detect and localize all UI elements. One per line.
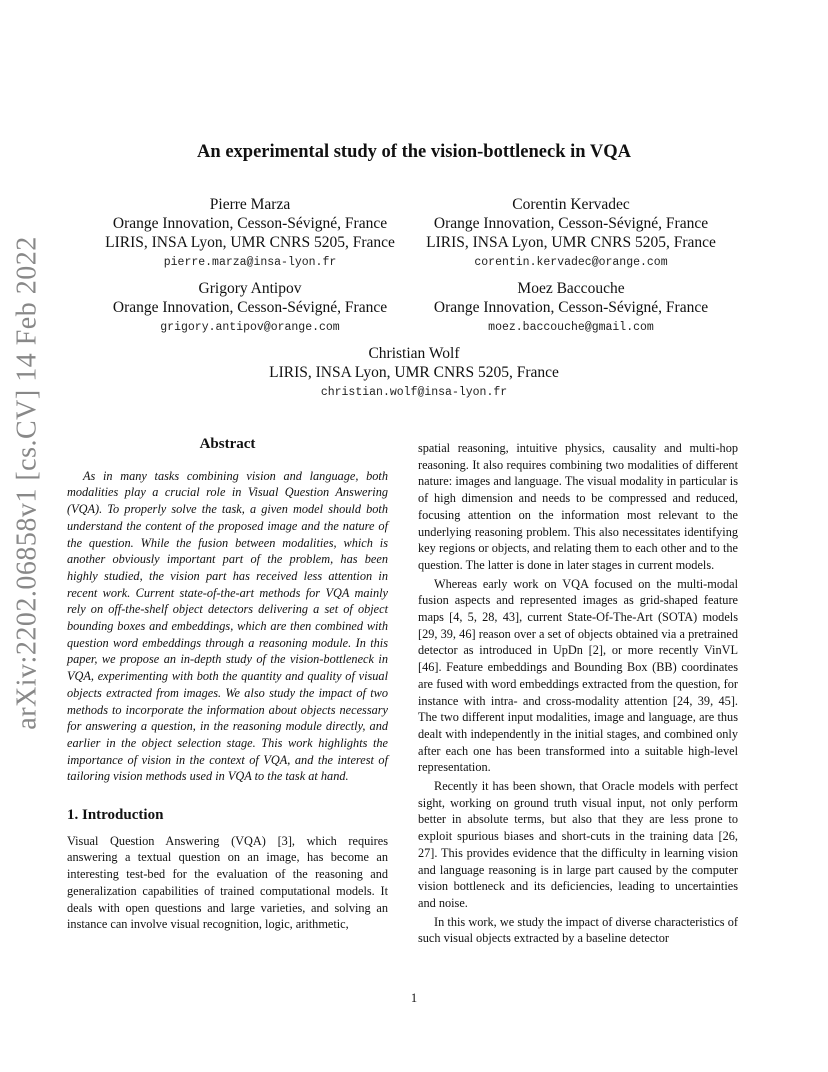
author-name: Grigory Antipov bbox=[198, 280, 302, 297]
author-block-2 bbox=[418, 195, 724, 273]
author-affiliation: Orange Innovation, Cesson-Sévigné, France bbox=[433, 215, 709, 232]
author-block-3 bbox=[100, 279, 400, 338]
author-block-1 bbox=[100, 195, 400, 273]
author-name: Pierre Marza bbox=[209, 196, 291, 213]
left-column bbox=[67, 436, 388, 933]
arxiv-identifier: arXiv:2202.06858v1 [cs.CV] 14 Feb 2022 bbox=[12, 235, 43, 730]
body-paragraph: Whereas early work on VQA focused on the multi-modal fusion aspects and represented images as grid-shaped feature maps [4, 5, 28, 43], current State-Of-The-Art (SOTA) models [29, 39, 46] reason over a set of objects obtained via a pretrained detector as introduced in UpDn [2], or more recently VinVL [46]. Feature embeddings and Bounding Box (BB) coordinates are fused with word embeddings extracted from the question, for instance with intra- and cross-modality attention [24, 39, 45]. The two different input modalities, image and language, are thus dealt with independently in the initial stages, and combined only after each one has been transformed into a suitable high-level representation. bbox=[418, 576, 738, 775]
paper-title: An experimental study of the vision-bottleneck in VQA bbox=[197, 142, 631, 162]
arxiv-sidebar bbox=[10, 235, 46, 730]
abstract-text: As in many tasks combining vision and language, both modalities play a crucial role in Visual Question Answering (VQA). To properly solve the task, a given model should both understand the content of the proposed image and the nature of the question. While the fusion between modalities, which is another obviously important part of the problem, has been highly studied, the vision part has received less attention in recent work. Current state-of-the-art methods for VQA mainly rely on off-the-shelf object detectors delivering a set of object bounding boxes and embeddings, which are then combined with question word embeddings through a reasoning module. In this paper, we propose an in-depth study of the vision-bottleneck in VQA, experimenting with both the quantity and quality of visual objects extracted from images. We also study the impact of two methods to incorporate the information about objects necessary for answering a question, in the reasoning module directly, and earlier in the object selection stage. This work highlights the importance of vision in the context of VQA, and the interest of tailoring vision methods used in VQA to the task at hand. bbox=[67, 468, 388, 784]
abstract-heading: Abstract bbox=[199, 436, 256, 452]
author-affiliation: Orange Innovation, Cesson-Sévigné, France bbox=[112, 215, 388, 232]
author-block-4 bbox=[418, 279, 724, 338]
author-email[interactable]: pierre.marza@insa-lyon.fr bbox=[163, 256, 337, 269]
author-name: Christian Wolf bbox=[368, 345, 460, 362]
intro-paragraph: Visual Question Answering (VQA) [3], which requires answering a textual question on an image, has become an interesting test-bed for the evaluation of the reasoning and generalization capabilities of trained computational models. It deals with open questions and large varieties, and solving an instance can involve visual recognition, logic, arithmetic, bbox=[67, 833, 388, 932]
author-email[interactable]: moez.baccouche@gmail.com bbox=[488, 321, 654, 334]
author-affiliation: LIRIS, INSA Lyon, UMR CNRS 5205, France bbox=[269, 364, 559, 381]
body-paragraph: In this work, we study the impact of diverse characteristics of such visual objects extracted by a baseline detector bbox=[418, 914, 738, 946]
author-email[interactable]: christian.wolf@insa-lyon.fr bbox=[320, 386, 508, 399]
author-affiliation: LIRIS, INSA Lyon, UMR CNRS 5205, France bbox=[426, 234, 716, 251]
section-heading-introduction: 1. Introduction bbox=[67, 807, 164, 824]
author-email[interactable]: corentin.kervadec@orange.com bbox=[474, 256, 668, 269]
author-name: Corentin Kervadec bbox=[512, 196, 630, 213]
author-block-5 bbox=[238, 344, 590, 403]
author-name: Moez Baccouche bbox=[517, 280, 625, 297]
right-column bbox=[418, 440, 738, 947]
author-affiliation: Orange Innovation, Cesson-Sévigné, France bbox=[433, 299, 709, 316]
author-affiliation: Orange Innovation, Cesson-Sévigné, France bbox=[112, 299, 388, 316]
page-number: 1 bbox=[410, 991, 418, 1005]
body-paragraph: Recently it has been shown, that Oracle models with perfect sight, working on ground truth visual input, not only perform better in absolute terms, but also that they are less prone to exploit spurious biases and short-cuts in the training data [26, 27]. This provides evidence that the difficulty in learning vision and language reasoning is in large part caused by the computer vision bottleneck and its deficiencies, leading to uncertainties and noise. bbox=[418, 779, 738, 910]
author-affiliation: LIRIS, INSA Lyon, UMR CNRS 5205, France bbox=[105, 234, 395, 251]
author-email[interactable]: grigory.antipov@orange.com bbox=[160, 321, 340, 334]
body-paragraph: spatial reasoning, intuitive physics, causality and multi-hop reasoning. It also requires combining two modalities of different nature: images and language. The visual modality in particular is of high dimension and needs to be compressed and reduced, focusing attention on the information most relevant to the underlying reasoning problem. This also necessitates identifying key regions or objects, and relating them to each other and to the question. The latter is done in later stages in current models. bbox=[418, 441, 738, 572]
